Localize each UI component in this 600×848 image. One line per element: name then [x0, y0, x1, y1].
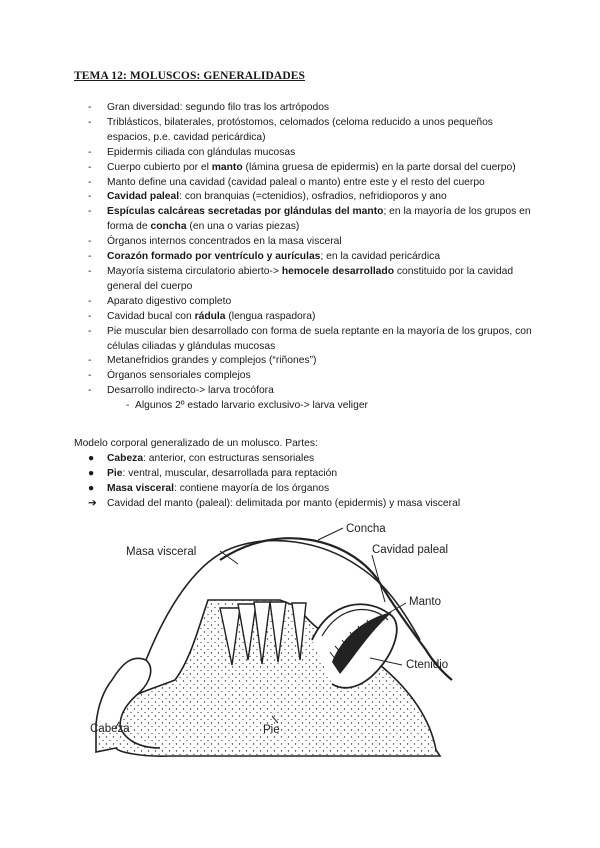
page-title: TEMA 12: MOLUSCOS: GENERALIDADES — [74, 70, 305, 82]
label-manto: Manto — [409, 596, 441, 608]
text-run: Gran diversidad: segundo filo tras los artrópodos — [107, 102, 330, 113]
bold-term: Masa visceral — [107, 482, 174, 494]
text-run: Algunos 2º estado larvario exclusivo-> larva veliger — [135, 400, 368, 412]
text-run: ; en la cavidad pericárdica — [320, 251, 441, 263]
bold-term: hemocele desarrollado — [281, 265, 394, 277]
text-run: Manto define una cavidad (cavidad paleal o manto) entre este y el resto del cuerpo — [107, 176, 485, 188]
text-run: Órganos internos concentrados en la masa visceral — [107, 236, 342, 248]
text-run: Órganos sensoriales complejos — [107, 370, 251, 382]
text-run: Metanefridios grandes y complejos (“riñones”) — [107, 355, 317, 367]
text-run: Triblásticos, bilaterales, protóstomos, celomados (celoma reducido a unos pequeños espacios, p.e. cavidad pericárdica) — [107, 116, 493, 143]
text-run: : ventral, muscular, desarrollada para reptación — [122, 467, 338, 479]
bold-term: Cavidad paleal — [107, 191, 180, 203]
bold-term: Pie — [107, 467, 123, 479]
bold-term: Cabeza — [107, 453, 144, 464]
bold-term: rádula — [194, 310, 226, 322]
text-run: Cavidad del manto (paleal): delimitada por manto (epidermis) y masa visceral — [107, 497, 461, 509]
text-run: constituido por la cavidad general del cuerpo — [107, 265, 514, 292]
label-pie: Pie — [263, 724, 280, 736]
label-cabeza: Cabeza — [90, 723, 130, 735]
text-run: Cuerpo cubierto por el — [107, 161, 212, 173]
bullet-icon: ● — [88, 467, 95, 479]
label-ctenidio: Ctenidio — [406, 659, 449, 671]
label-concha: Concha — [346, 523, 386, 535]
text-run: (en una o varias piezas) — [186, 221, 300, 233]
text-run: : contiene mayoría de los órganos — [173, 482, 330, 494]
text-run: (lámina gruesa de epidermis) en la parte dorsal del cuerpo) — [242, 161, 516, 173]
text-run: Desarrollo indirecto-> larva trocófora — [107, 385, 274, 397]
bold-term: manto — [211, 161, 243, 173]
text-run: Cavidad bucal con — [107, 310, 195, 322]
text-run: Pie muscular bien desarrollado con forma de suela reptante en la mayoría de los grupos, con células ciliadas y glándulas mucosas — [107, 325, 532, 352]
label-cavidad-paleal: Cavidad paleal — [372, 544, 449, 556]
arrow-bullet-icon: ➔ — [88, 497, 97, 509]
text-run: Aparato digestivo completo — [107, 295, 232, 307]
bullet-icon: ● — [88, 482, 95, 494]
bold-term: Espículas calcáreas secretadas por glándulas del manto — [107, 206, 384, 218]
text-run: Mayoría sistema circulatorio abierto-> — [107, 265, 282, 277]
bold-term: Corazón formado por ventrículo y aurículas — [107, 251, 321, 263]
text-run: : con branquias (=ctenidios), osfradios, nefridioporos y ano — [179, 191, 447, 203]
label-masa-visceral: Masa visceral — [126, 546, 197, 558]
text-run: Epidermis ciliada con glándulas mucosas — [107, 146, 296, 158]
bullet-icon: ● — [88, 453, 95, 464]
bold-term: concha — [150, 221, 187, 233]
text-run: (lengua raspadora) — [225, 310, 316, 322]
intro-text: Modelo corporal generalizado de un molusco. Partes: — [74, 438, 318, 449]
text-run: ; en la mayoría de los grupos en forma de — [107, 206, 531, 233]
text-run: : anterior, con estructuras sensoriales — [143, 453, 315, 464]
